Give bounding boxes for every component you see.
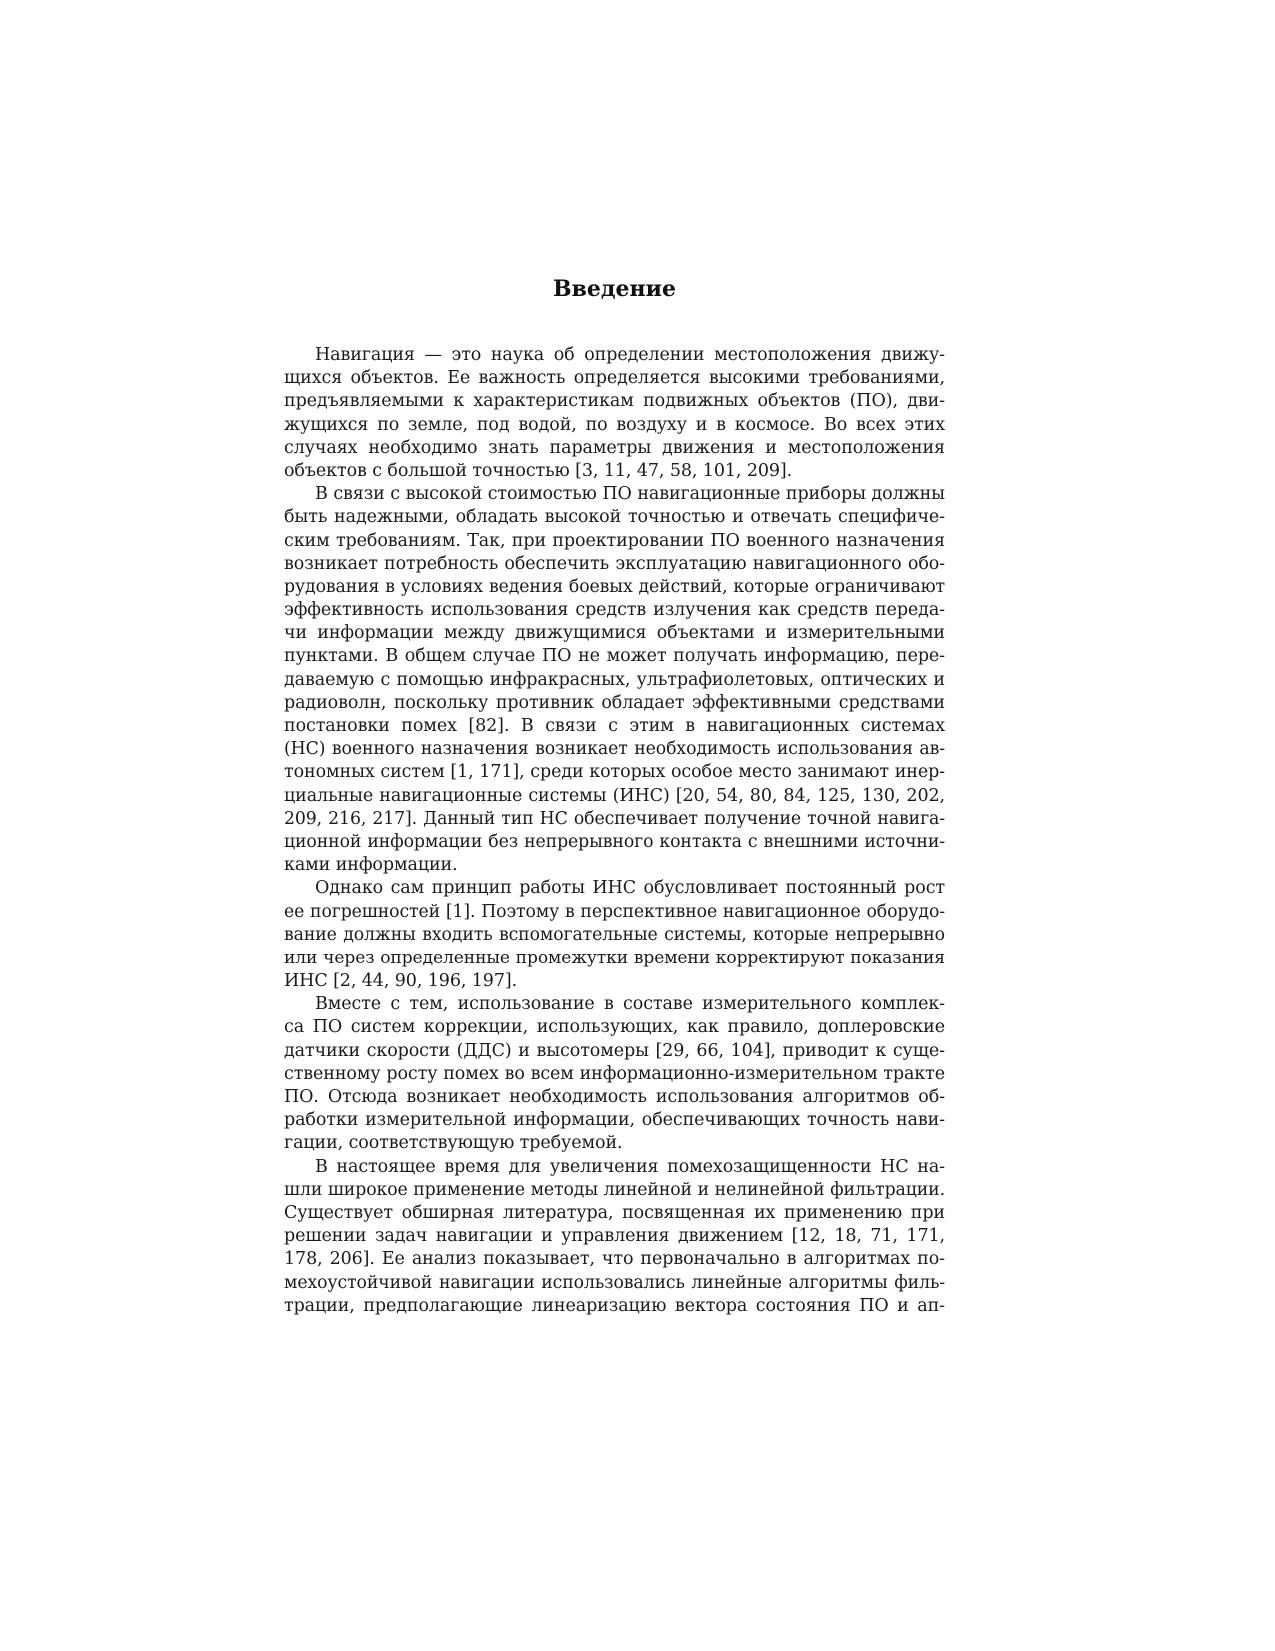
text-line: гации, соответствующую требуемой. [284,1133,623,1154]
text-line: 178, 206]. Ее анализ показывает, что первоначально в алгоритмах по- [284,1249,945,1270]
text-line: чи информации между движущимися объектами и измерительными [284,623,945,644]
text-line: рудования в условиях ведения боевых действий, которые ограничивают [284,576,945,597]
text-line: В настоящее время для увеличения помехозащищенности НС на- [315,1156,945,1177]
text-line: даваемую с помощью инфракрасных, ультрафиолетовых, оптических и [284,669,945,690]
text-line: Существует обширная литература, посвященная их применению при [284,1202,945,1223]
text-line: работки измерительной информации, обеспечивающих точность нави- [284,1110,945,1131]
text-line: трации, предполагающие линеаризацию вектора состояния ПО и ап- [284,1295,945,1316]
text-line: жущихся по земле, под водой, по воздуху и в космосе. Во всех этих [284,414,945,435]
text-line: вание должны входить вспомогательные системы, которые непрерывно [284,924,945,945]
page-title: Введение [553,276,676,302]
text-line: постановки помех [82]. В связи с этим в навигационных системах [284,716,945,736]
paragraph-2 [284,483,945,877]
text-line: предъявляемыми к характеристикам подвижных объектов (ПО), дви- [284,391,945,412]
text-line: пунктами. В общем случае ПО не может получать информацию, пере- [284,646,945,667]
text-line: решении задач навигации и управления движением [12, 18, 71, 171, [284,1226,945,1247]
text-line: возникает потребность обеспечить эксплуатацию навигационного обо- [284,553,945,574]
paragraph-1 [284,344,945,483]
text-line: шли широкое применение методы линейной и нелинейной фильтрации. [284,1179,945,1200]
text-line: ственному росту помех во всем информационно-измерительном тракте [284,1063,945,1084]
text-line: быть надежными, обладать высокой точностью и отвечать специфиче- [284,507,945,528]
text-line: Вместе с тем, использование в составе измерительного комплек- [315,994,945,1015]
text-line: или через определенные промежутки времени корректируют показания [284,947,945,968]
text-line: ками информации. [284,855,458,876]
paragraph-3 [284,877,945,993]
text-line: эффективность использования средств излучения как средств переда- [284,600,945,621]
text-line: Навигация — это наука об определении местоположения движу- [315,345,945,365]
text-line: циальные навигационные системы (ИНС) [20, 54, 80, 84, 125, 130, 202, [284,785,945,806]
text-line: датчики скорости (ДДС) и высотомеры [29, 66, 104], приводит к суще- [284,1040,945,1061]
paragraph-4 [284,993,945,1155]
text-line: объектов с большой точностью [3, 11, 47, 58, 101, 209]. [284,460,793,481]
text-line: тономных систем [1, 171], среди которых особое место занимают инер- [284,762,945,783]
text-line: 209, 216, 217]. Данный тип НС обеспечивает получение точной навига- [284,808,945,829]
text-line: Однако сам принцип работы ИНС обусловливает постоянный рост [315,878,945,899]
paragraph-5 [284,1156,945,1318]
body-text [284,344,945,1318]
text-line: случаях необходимо знать параметры движения и местоположения [284,437,945,458]
text-line: радиоволн, поскольку противник обладает эффективными средствами [284,692,945,713]
text-line: ИНС [2, 44, 90, 196, 197]. [284,971,518,992]
text-line: ским требованиям. Так, при проектировании ПО военного назначения [284,530,945,551]
text-line: щихся объектов. Ее важность определяется высокими требованиями, [284,368,945,389]
text-line: ционной информации без непрерывного контакта с внешними источни- [284,831,945,852]
text-line: ПО. Отсюда возникает необходимость использования алгоритмов об- [284,1087,945,1107]
text-line: ее погрешностей [1]. Поэтому в перспективное навигационное оборудо- [284,901,945,922]
text-line: (НС) военного назначения возникает необходимость использования ав- [284,739,945,760]
text-line: мехоустойчивой навигации использовались линейные алгоритмы филь- [284,1272,945,1293]
text-line: са ПО систем коррекции, использующих, как правило, доплеровские [284,1017,945,1038]
text-line: В связи с высокой стоимостью ПО навигационные приборы должны [315,484,945,505]
